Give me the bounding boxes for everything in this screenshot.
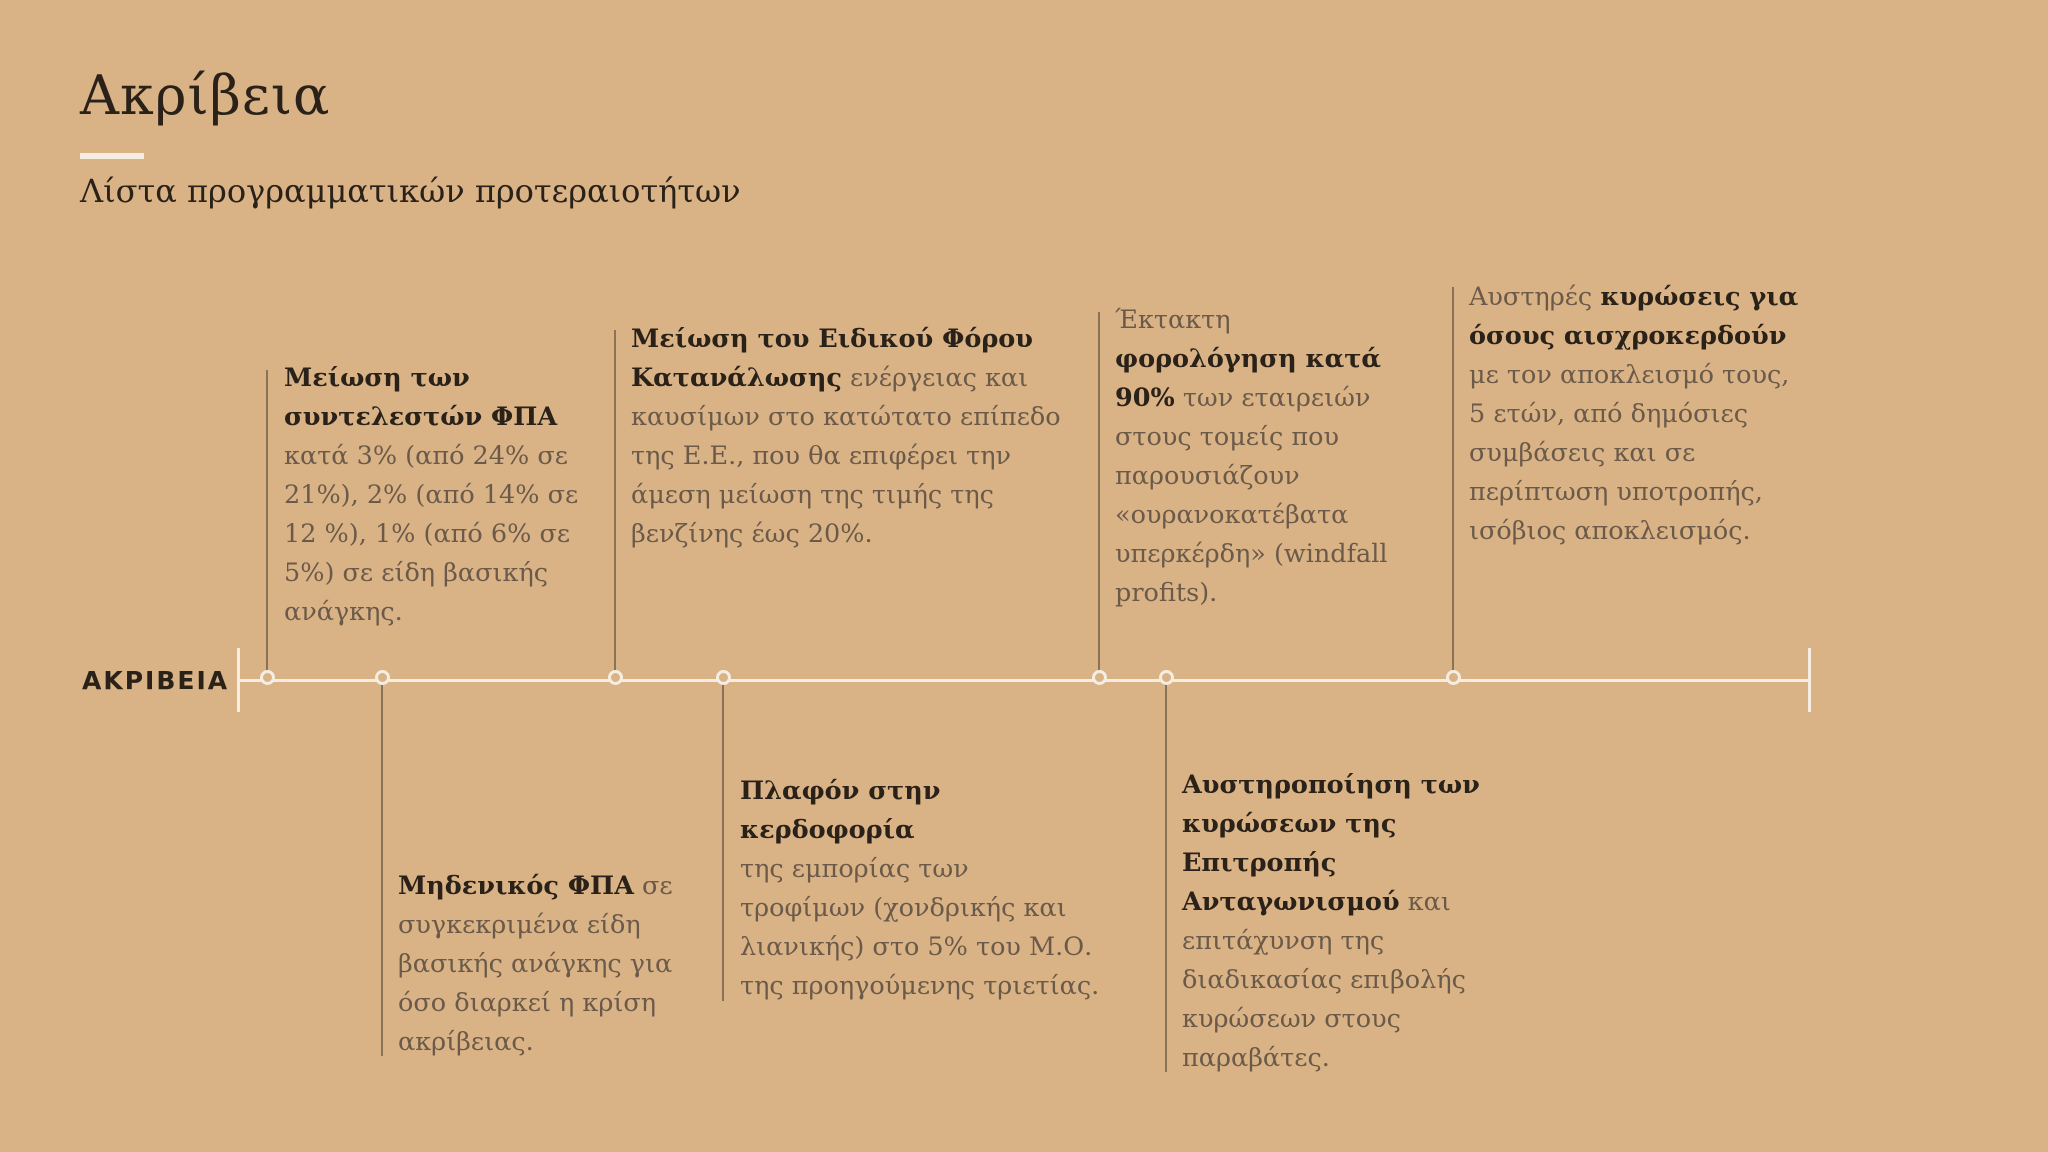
timeline-item-intro: Έκτακτη — [1115, 305, 1231, 335]
timeline-connector — [381, 684, 383, 1056]
timeline-marker — [1159, 670, 1174, 685]
timeline-item-heading: Μηδενικός ΦΠΑ — [398, 871, 634, 901]
timeline-item-heading: Αυστηροποίηση των κυρώσεων της Επιτροπής Ανταγωνισμού — [1182, 770, 1480, 917]
timeline-connector — [1165, 684, 1167, 1072]
timeline-item-text: και επιτάχυνση της διαδικασίας επιβολής κυρώσεων στους παραβάτες. — [1182, 887, 1466, 1073]
timeline-item-heading: Μείωση του Ειδικού Φόρου Κατανάλωσης — [631, 324, 1033, 393]
slide-subtitle: Λίστα προγραμματικών προτεραιοτήτων — [80, 172, 741, 210]
timeline-item-heading: Πλαφόν στην κερδοφορία — [740, 776, 941, 845]
timeline-start-cap — [237, 648, 240, 712]
timeline-connector — [614, 330, 616, 674]
timeline-item-profit-cap — [740, 772, 1100, 1006]
timeline-item-heading: φορολόγηση κατά 90% — [1115, 344, 1382, 413]
timeline-item-windfall-tax — [1115, 301, 1395, 613]
timeline-item-vat-reduction — [284, 359, 604, 632]
timeline-item-intro: Αυστηρές — [1469, 282, 1601, 312]
timeline-end-cap — [1808, 648, 1811, 712]
timeline-marker — [1446, 670, 1461, 685]
timeline-axis-label: ΑΚΡΙΒΕΙΑ — [82, 666, 230, 695]
timeline-connector — [722, 684, 724, 1001]
timeline-item-competition-sanctions — [1182, 766, 1492, 1078]
title-underline — [80, 153, 144, 159]
timeline-item-text: της εμπορίας των τροφίμων (χονδρικής και λιανικής) στο 5% του Μ.Ο. της προηγούμενης τριετίας. — [740, 854, 1100, 1001]
timeline-marker — [260, 670, 275, 685]
timeline-item-profiteering-penalties — [1469, 278, 1799, 551]
timeline-marker — [1092, 670, 1107, 685]
timeline-connector — [1452, 287, 1454, 674]
timeline-item-zero-vat — [398, 867, 718, 1062]
timeline-connector — [266, 370, 268, 674]
timeline-item-text: κατά 3% (από 24% σε 21%), 2% (από 14% σε 12 %), 1% (από 6% σε 5%) σε είδη βασικής ανάγκης. — [284, 441, 579, 627]
timeline-connector — [1098, 312, 1100, 674]
timeline-item-heading: Μείωση των συντελεστών ΦΠΑ — [284, 363, 558, 432]
timeline-item-excise-tax — [631, 320, 1071, 554]
timeline-item-text: ενέργειας και καυσίμων στο κατώτατο επίπεδο της Ε.Ε., που θα επιφέρει την άμεση μείωση της τιμής της βενζίνης έως 20%. — [631, 363, 1061, 549]
timeline-item-text: σε συγκεκριμένα είδη βασικής ανάγκης για όσο διαρκεί η κρίση ακρίβειας. — [398, 871, 673, 1057]
timeline-item-text: των εταιρειών στους τομείς που παρουσιάζουν «ουρανοκατέβατα υπερκέρδη» (windfall profits). — [1115, 383, 1388, 608]
timeline-marker — [375, 670, 390, 685]
slide-title: Ακρίβεια — [80, 64, 331, 127]
timeline-marker — [716, 670, 731, 685]
timeline-axis — [238, 679, 1810, 682]
timeline-marker — [608, 670, 623, 685]
timeline-item-heading: κυρώσεις για όσους αισχροκερδούν — [1469, 282, 1799, 351]
timeline-item-text: με τον αποκλεισμό τους, 5 ετών, από δημόσιες συμβάσεις και σε περίπτωση υποτροπής, ισόβιος αποκλεισμός. — [1469, 360, 1790, 546]
